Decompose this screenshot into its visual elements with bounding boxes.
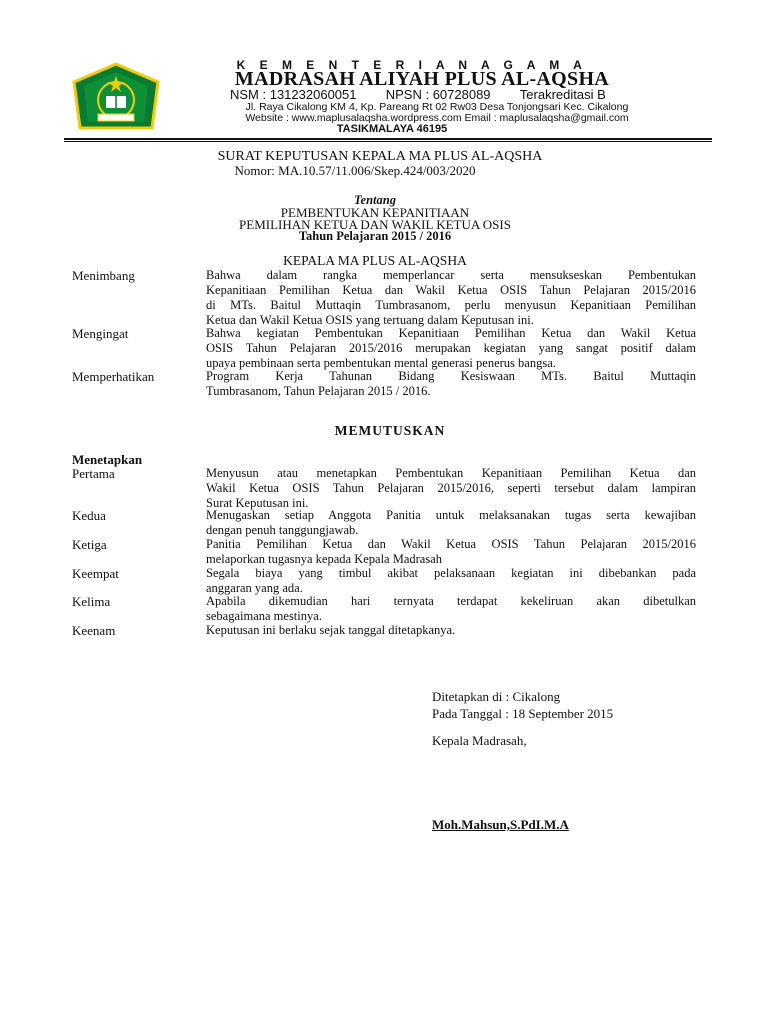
decision-item-label: Kedua <box>72 508 106 523</box>
signatory-name: Moh.Mahsun,S.PdI.M.A <box>432 817 569 832</box>
text-line: Apabila dikemudian hari ternyata terdapat kekeliruan akan dibetulkan <box>206 594 696 608</box>
decision-heading: MEMUTUSKAN <box>334 423 446 438</box>
text-line: Menyusun atau menetapkan Pembentukan Kepanitiaan Pemilihan Ketua dan <box>206 466 696 480</box>
school-address: Jl. Raya Cikalong KM 4, Kp. Pareang Rt 02 Rw03 Desa Tonjongsari Kec. Cikalong <box>245 101 629 113</box>
consideration-text <box>206 369 696 399</box>
academic-year: Tahun Pelajaran 2015 / 2016 <box>298 229 452 243</box>
text-line: Bahwa kegiatan Pembentukan Kepanitiaan Pemilihan Ketua dan Wakil Ketua <box>206 326 696 340</box>
consideration-label: Mengingat <box>72 326 129 341</box>
text-line: Panitia Pemilihan Ketua dan Wakil Ketua OSIS Tahun Pelajaran 2015/2016 <box>206 537 696 551</box>
decree-title: SURAT KEPUTUSAN KEPALA MA PLUS AL-AQSHA <box>217 149 543 164</box>
decision-item-text <box>206 594 696 624</box>
nsm-number: NSM : 131232060051 <box>230 87 357 102</box>
decree-subject-line-1: PEMBENTUKAN KEPANITIAAN <box>280 205 470 220</box>
signature-date: Pada Tanggal : 18 September 2015 <box>432 706 614 721</box>
text-line: OSIS Tahun Pelajaran 2015/2016 merupakan kegiatan yang sangat positif dalam <box>206 341 696 355</box>
signature-place: Ditetapkan di : Cikalong <box>432 689 561 704</box>
school-name: MADRASAH ALIYAH PLUS AL-AQSHA <box>234 68 610 90</box>
school-identifiers <box>230 87 606 102</box>
consideration-text <box>206 326 696 371</box>
consideration-label: Menimbang <box>72 268 135 283</box>
menetapkan-label: Menetapkan <box>72 452 143 467</box>
school-city: TASIKMALAYA 46195 <box>336 123 448 135</box>
text-line: di MTs. Baitul Muttaqin Tumbrasanom, perlu menyusun Kepanitiaan Pemilihan <box>206 298 696 312</box>
decision-item-label: Keenam <box>72 623 116 638</box>
text-line: anggaran yang ada. <box>206 581 303 595</box>
decision-item-text <box>206 566 696 596</box>
header-divider-thick <box>64 138 712 140</box>
text-line: Bahwa dalam rangka memperlancar serta mensukseskan Pembentukan <box>206 268 696 282</box>
text-line: Wakil Ketua OSIS Tahun Pelajaran 2015/2016, seperti tersebut dalam lampiran <box>206 481 696 495</box>
decree-subject-line-2: PEMILIHAN KETUA DAN WAKIL KETUA OSIS <box>239 217 511 232</box>
text-line: melaporkan tugasnya kepada Kepala Madrasah <box>206 552 443 566</box>
ministry-name: K E M E N T E R I A N A G A M A <box>236 58 588 72</box>
text-line: Surat Keputusan ini. <box>206 496 309 510</box>
decision-item-text <box>206 466 696 511</box>
consideration-text <box>206 268 696 328</box>
text-line: upaya pembinaan serta pembentukan mental generasi penerus bangsa. <box>206 356 556 370</box>
text-line: Keputusan ini berlaku sejak tanggal ditetapkanya. <box>206 623 456 637</box>
text-line: Program Kerja Tahunan Bidang Kesiswaan MTs. Baitul Muttaqin <box>206 369 696 383</box>
consideration-label: Memperhatikan <box>72 369 155 384</box>
text-line: Menugaskan setiap Anggota Panitia untuk melaksanakan tugas serta kewajiban <box>206 508 696 522</box>
decision-item-label: Kelima <box>72 594 111 609</box>
school-contact: Website : www.maplusalaqsha.wordpress.com Email : maplusalaqsha@gmail.com <box>245 112 629 124</box>
accreditation-status: Terakreditasi B <box>519 87 606 102</box>
decision-item-label: Keempat <box>72 566 119 581</box>
decision-item-label: Ketiga <box>72 537 107 552</box>
text-line: dengan penuh tanggungjawab. <box>206 523 359 537</box>
decision-item-text <box>206 537 696 567</box>
decree-about: Tentang <box>354 193 396 207</box>
kementerian-agama-emblem-icon <box>68 62 164 134</box>
decree-number: Nomor: MA.10.57/11.006/Skep.424/003/2020 <box>234 163 476 178</box>
decision-item-text <box>206 508 696 538</box>
npsn-number: NPSN : 60728089 <box>385 87 491 102</box>
decision-item-text <box>206 623 696 638</box>
text-line: Segala biaya yang timbul akibat pelaksanaan kegiatan ini dibebankan pada <box>206 566 696 580</box>
signature-position: Kepala Madrasah, <box>432 733 527 748</box>
decision-item-label: Pertama <box>72 466 115 481</box>
text-line: Kepanitiaan Pemilihan Ketua dan Wakil Ketua OSIS Tahun Pelajaran 2015/2016 <box>206 283 696 297</box>
header-divider-thin <box>64 141 712 142</box>
text-line: Ketua dan Wakil Ketua OSIS yang tertuang dalam Keputusan ini. <box>206 313 534 327</box>
text-line: Tumbrasanom, Tahun Pelajaran 2015 / 2016. <box>206 384 431 398</box>
text-line: sebagaimana mestinya. <box>206 609 322 623</box>
head-title: KEPALA MA PLUS AL-AQSHA <box>283 253 467 268</box>
